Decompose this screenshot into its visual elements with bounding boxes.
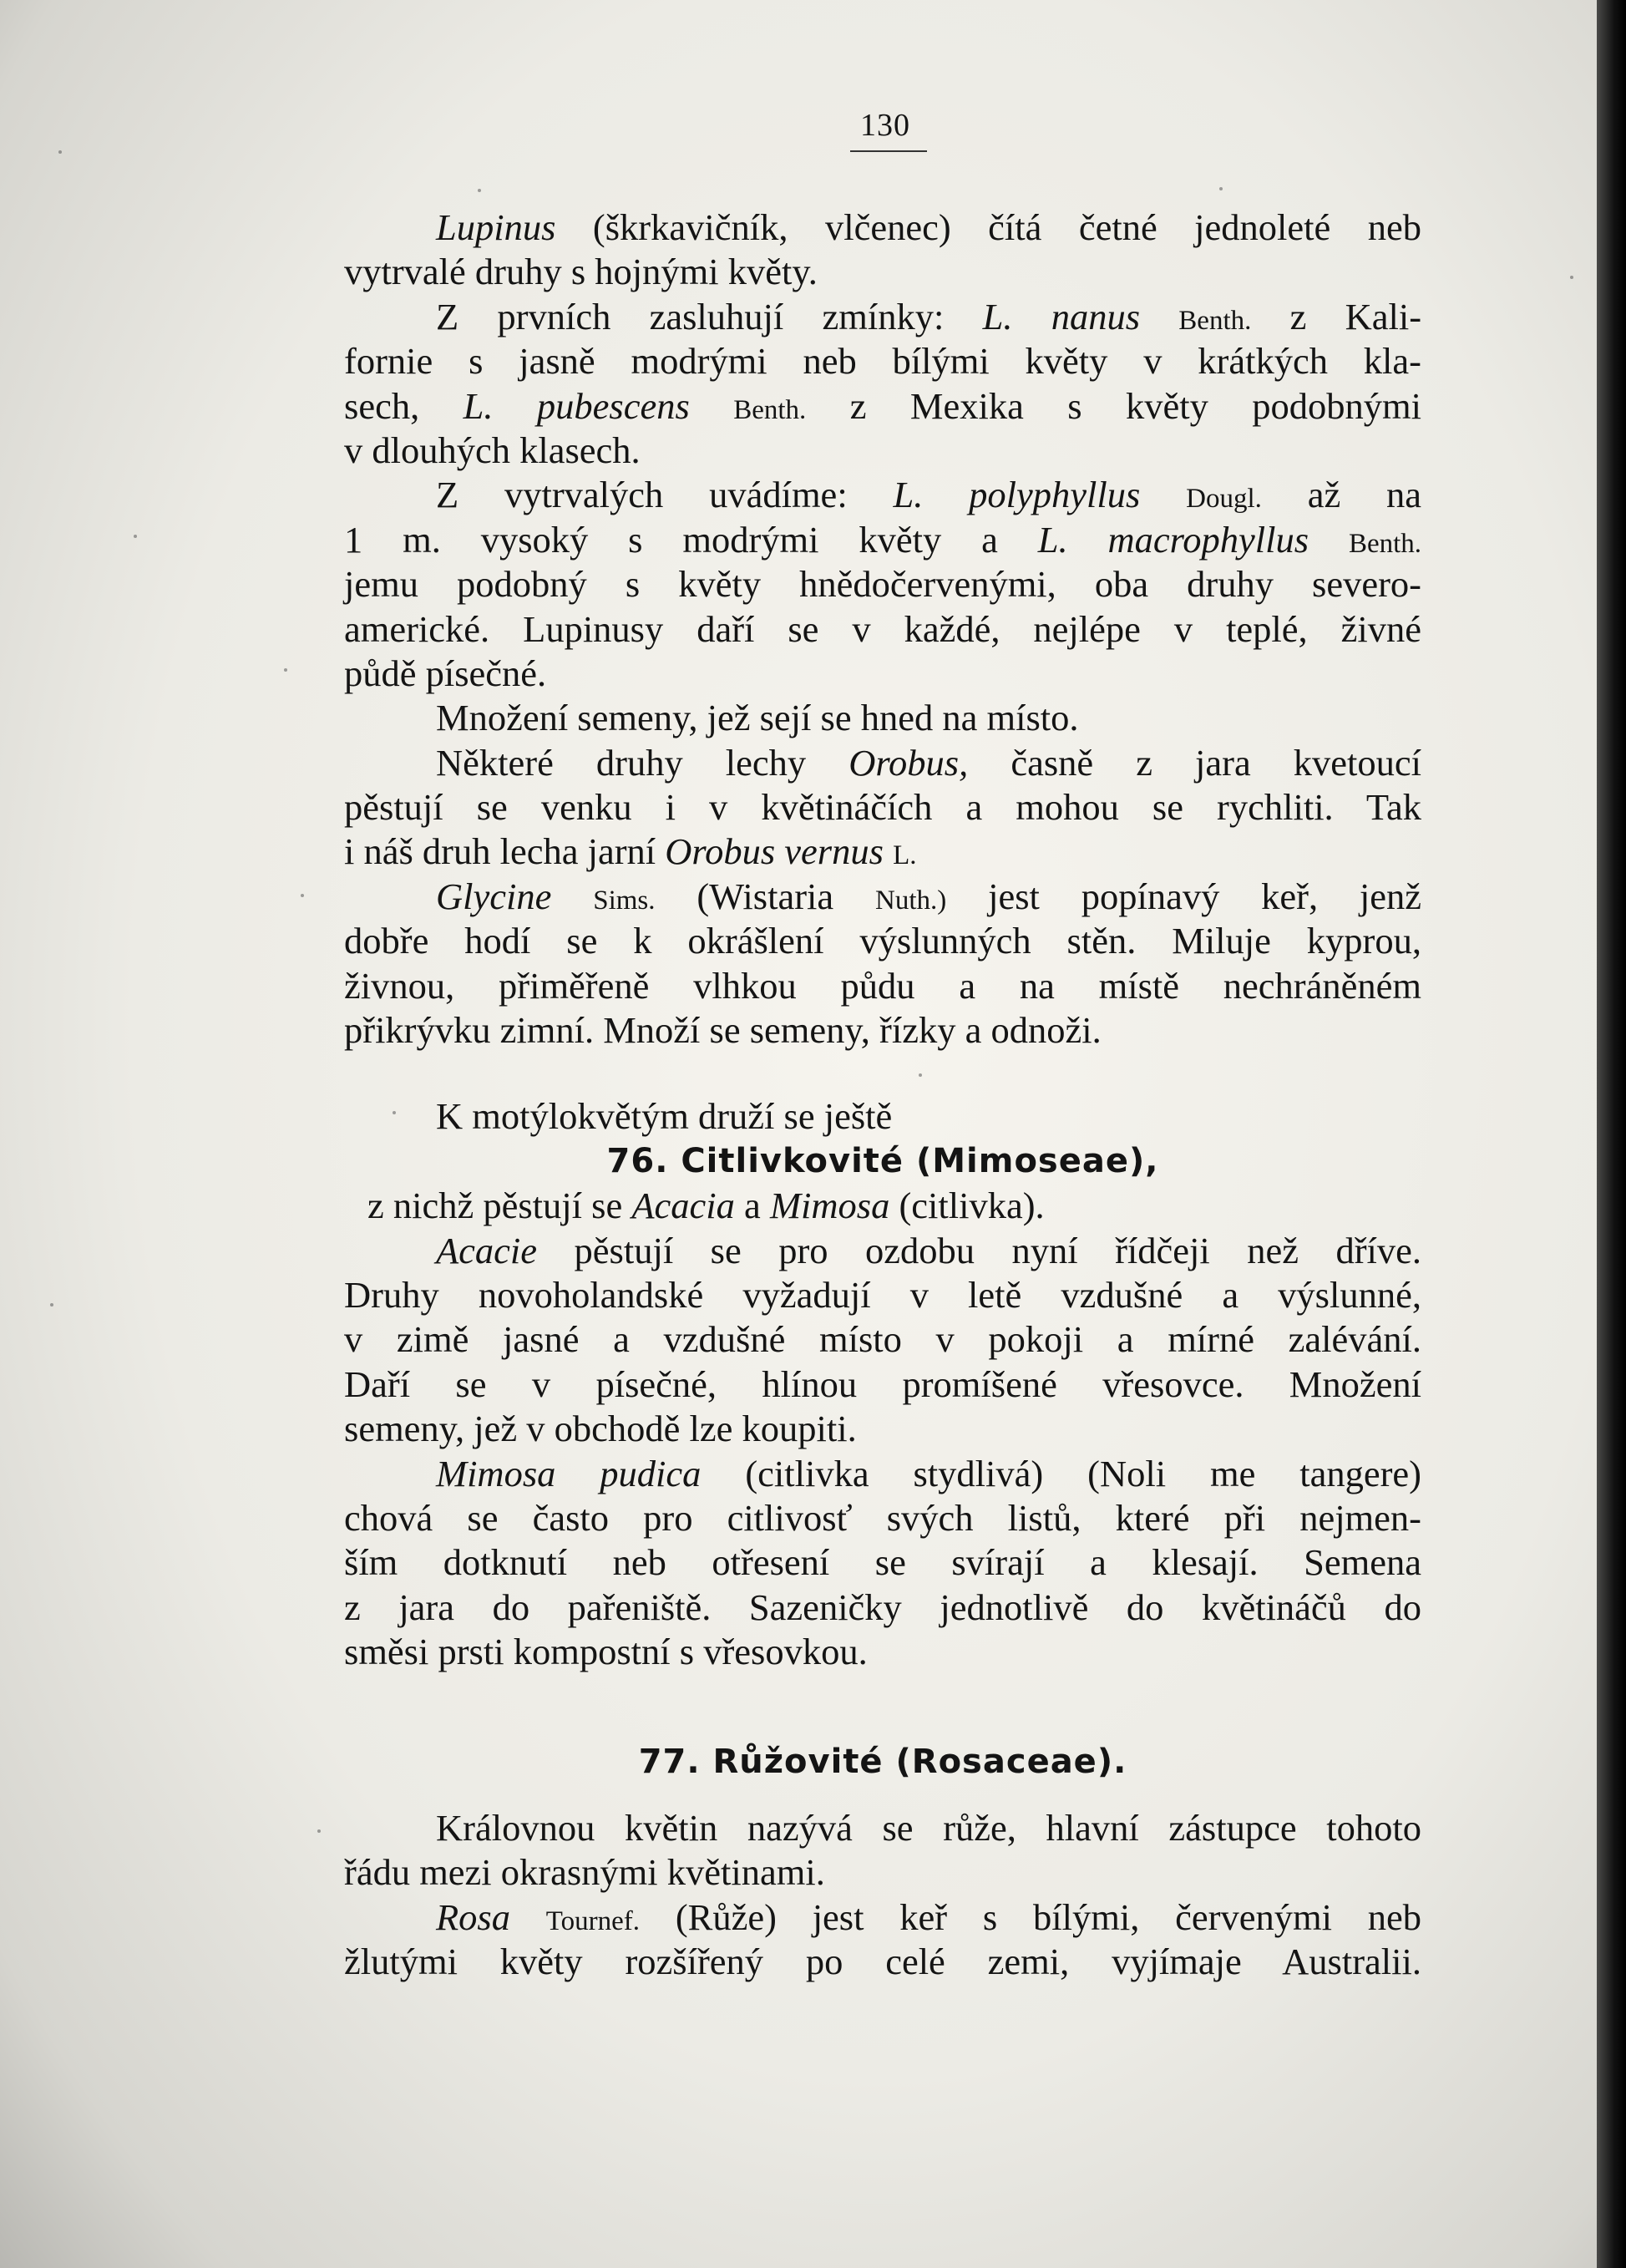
author-abbreviation: Benth.	[1178, 305, 1252, 336]
text-line: Mimosa pudica (citlivka stydlivá) (Noli me tangere)	[436, 1452, 1421, 1494]
species-name: L. macrophyllus	[1037, 518, 1309, 561]
section-heading-mimoseae: 76. Citlivkovité (Mimoseae),	[606, 1141, 1159, 1180]
paragraph-gap	[344, 1784, 1421, 1806]
species-name: L. pubescens	[463, 384, 690, 427]
species-name: Mimosa pudica	[436, 1452, 702, 1494]
text-line: z nichž pěstují se Acacia a Mimosa (citlivka).	[367, 1185, 1045, 1227]
text-line: Glycine Sims. (Wistaria Nuth.) jest popínavý keř, jenž	[436, 875, 1422, 917]
author-abbreviation: Tournef.	[545, 1905, 641, 1936]
paper-speck	[50, 1303, 53, 1307]
text-line: živnou, přiměřeně vlhkou půdu a na místě nechráněném	[344, 964, 1421, 1007]
genus-name: Lupinus	[436, 206, 556, 248]
text-line: Množení semeny, jež sejí se hned na místo.	[436, 697, 1079, 739]
text-line: ším dotknutí neb otřesení se svírají a klesají. Semena	[344, 1541, 1421, 1584]
text-line: 1 m. vysoký s modrými květy a L. macrophyllus Benth.	[344, 518, 1422, 561]
author-abbreviation: Nuth.)	[874, 885, 947, 916]
text-line: vytrvalé druhy s hojnými květy.	[344, 251, 818, 293]
text-line: Druhy novoholandské vyžadují v letě vzdušné a výslunné,	[344, 1273, 1421, 1316]
paper-speck	[284, 668, 287, 672]
paper-speck	[317, 1829, 321, 1833]
genus-name: Mimosa	[769, 1185, 890, 1227]
text-line: v zimě jasné a vzdušné místo v pokoji a mírné zalévání.	[344, 1318, 1421, 1361]
genus-name: Acacie	[436, 1229, 538, 1271]
text-line: směsi prsti kompostní s vřesovkou.	[344, 1631, 868, 1673]
species-name: L. polyphyllus	[893, 474, 1141, 516]
text-line: Acacie pěstují se pro ozdobu nyní řídčeji než dříve.	[436, 1229, 1422, 1271]
text-line: Z prvních zasluhují zmínky: L. nanus Benth. z Kali-	[436, 295, 1422, 337]
text-line: i náš druh lecha jarní Orobus vernus L.	[344, 830, 917, 873]
text-line: žlutými květy rozšířený po celé zemi, vyjímaje Australii.	[344, 1941, 1421, 1983]
section-heading-rosaceae: 77. Růžovité (Rosaceae).	[638, 1742, 1127, 1781]
paper-speck	[58, 150, 62, 154]
text-line: jemu podobný s květy hnědočervenými, oba druhy severo-	[344, 563, 1421, 606]
paper-speck	[134, 535, 137, 538]
species-name: Orobus vernus	[665, 830, 884, 873]
text-line: Lupinus (škrkavičník, vlčenec) čítá četné jednoleté neb	[436, 206, 1421, 248]
text-line: K motýlokvětým druží se ještě	[436, 1095, 893, 1138]
text-line: v dlouhých klasech.	[344, 429, 641, 471]
text-line: z jara do pařeniště. Sazeničky jednotlivě do květináčů do	[344, 1586, 1421, 1628]
genus-name: Glycine	[436, 875, 552, 917]
body-text	[344, 205, 1421, 1984]
text-line: fornie s jasně modrými neb bílými květy v krátkých kla-	[344, 340, 1421, 383]
paragraph-gap	[344, 1675, 1421, 1740]
author-abbreviation: Benth.	[733, 394, 807, 425]
paper-speck	[1219, 187, 1223, 190]
text-line: Daří se v písečné, hlínou promíšené vřesovce. Množení	[344, 1362, 1421, 1405]
author-abbreviation: Sims.	[593, 885, 656, 916]
text-line: Některé druhy lechy Orobus, časně z jara kvetoucí	[436, 741, 1422, 784]
page-number-underline	[850, 150, 927, 152]
genus-name: Orobus,	[848, 741, 969, 784]
species-name: L. nanus	[982, 295, 1141, 337]
paragraph-gap	[344, 1053, 1421, 1094]
text-line: půdě písečné.	[344, 652, 547, 694]
paper-speck	[301, 894, 304, 897]
text-line: přikrývku zimní. Množí se semeny, řízky a odnoži.	[344, 1009, 1102, 1052]
text-line: chová se často pro citlivosť svých listů, které při nejmen-	[344, 1496, 1421, 1539]
author-abbreviation: Dougl.	[1186, 484, 1262, 515]
genus-name: Acacia	[631, 1185, 735, 1227]
text-line: dobře hodí se k okrášlení výslunných stěn. Miluje kyprou,	[344, 920, 1421, 962]
page-number: 130	[860, 108, 910, 143]
author-abbreviation: Benth.	[1348, 528, 1422, 559]
paper-speck	[1570, 276, 1573, 279]
scan-border	[1597, 0, 1626, 2268]
text-line: americké. Lupinusy daří se v každé, nejlépe v teplé, živné	[344, 607, 1421, 650]
text-line: sech, L. pubescens Benth. z Mexika s květy podobnými	[344, 384, 1422, 427]
genus-name: Rosa	[436, 1895, 510, 1938]
paper-speck	[478, 189, 481, 192]
author-abbreviation: L.	[893, 840, 917, 871]
text-line: semeny, jež v obchodě lze koupiti.	[344, 1408, 857, 1450]
text-line: Rosa Tournef. (Růže) jest keř s bílými, červenými neb	[436, 1895, 1421, 1938]
text-line: pěstují se venku i v květináčích a mohou se rychliti. Tak	[344, 786, 1421, 829]
text-line: řádu mezi okrasnými květinami.	[344, 1851, 825, 1894]
text-line: Z vytrvalých uvádíme: L. polyphyllus Dougl. až na	[436, 474, 1422, 516]
text-line: Královnou květin nazývá se růže, hlavní zástupce tohoto	[436, 1806, 1421, 1849]
